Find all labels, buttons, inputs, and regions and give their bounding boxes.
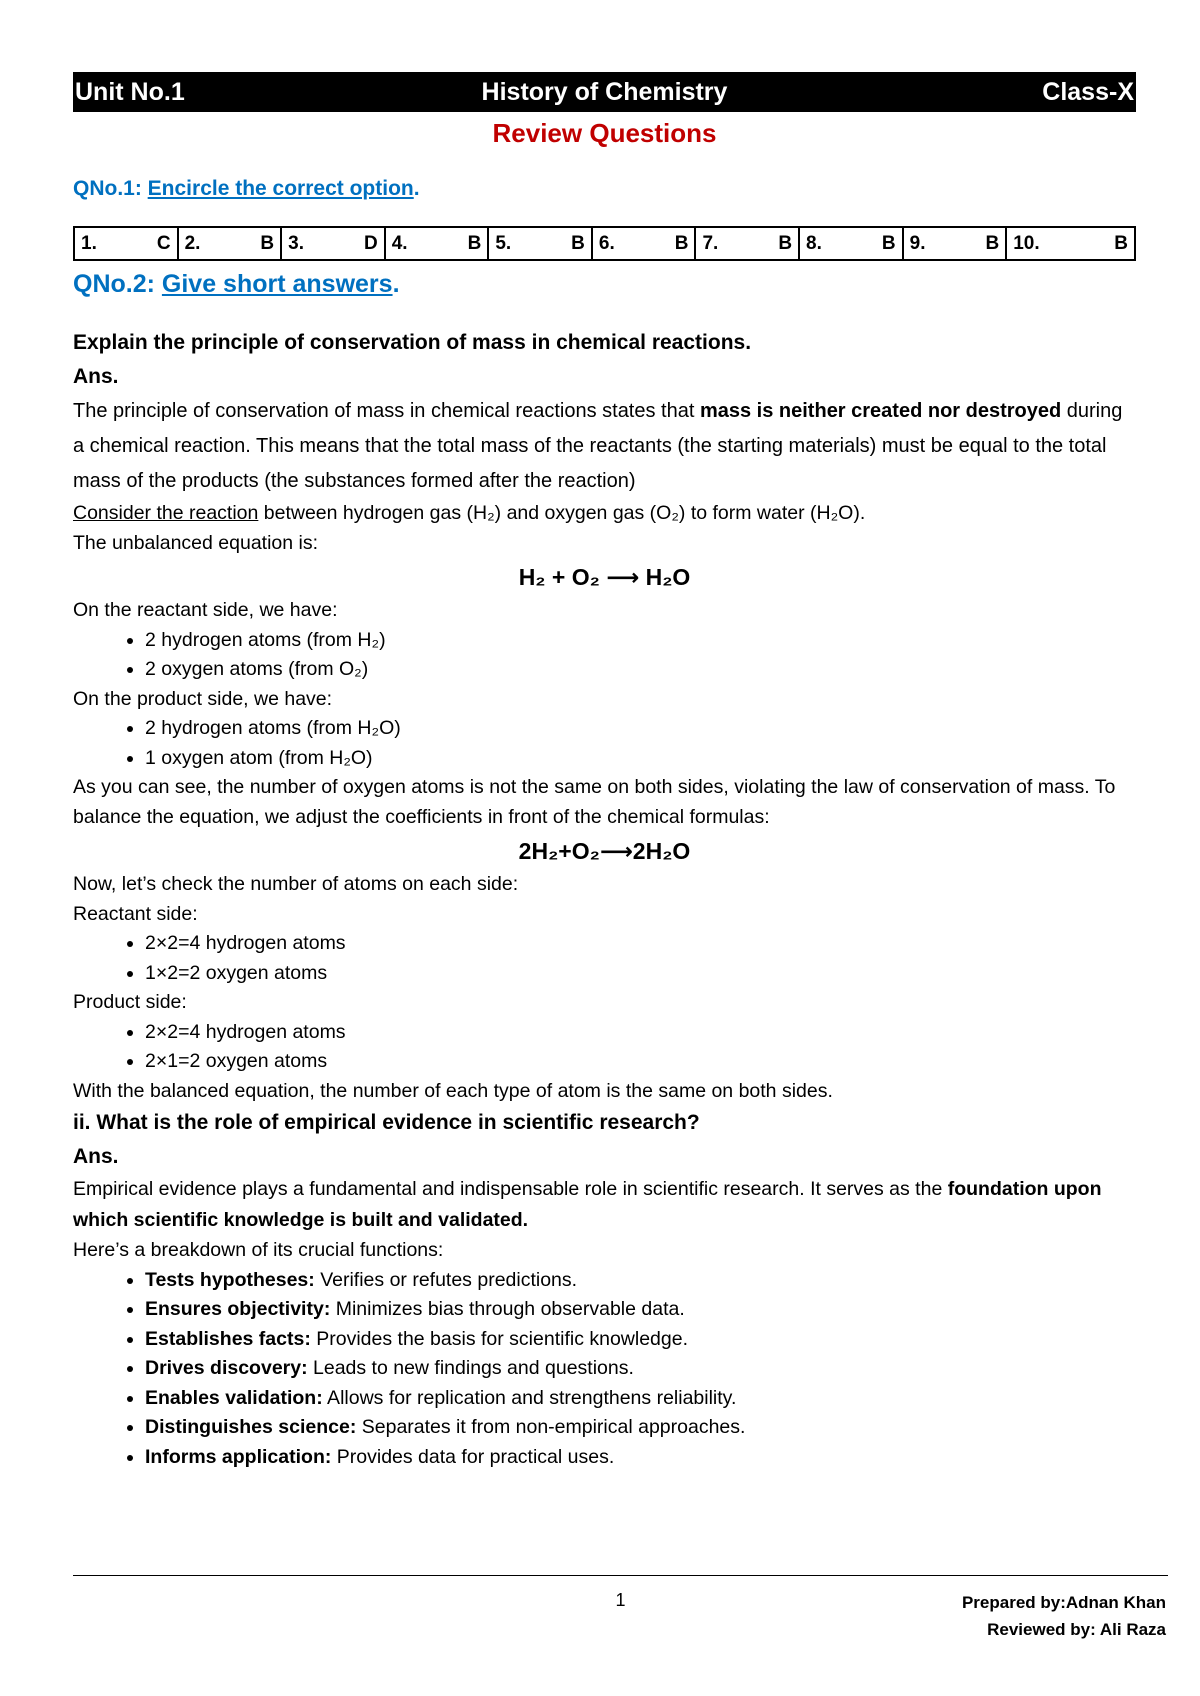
answer-number: 4. bbox=[391, 232, 408, 254]
item-term: Informs application: bbox=[145, 1445, 332, 1468]
answer-cell bbox=[178, 227, 282, 260]
answer-cell bbox=[385, 227, 489, 260]
equation-unbalanced: H₂ + O₂ ⟶ H₂O bbox=[518, 564, 691, 590]
chapter-title: History of Chemistry bbox=[481, 78, 728, 106]
product-calc-list bbox=[73, 1018, 1136, 1077]
item-term: Drives discovery: bbox=[145, 1357, 308, 1379]
answer-cell bbox=[903, 227, 1007, 260]
answer-number: 6. bbox=[598, 232, 615, 254]
ans-label: Ans. bbox=[73, 365, 119, 388]
answer-cell bbox=[592, 227, 696, 260]
answer-number: 1. bbox=[81, 232, 97, 254]
answer-key-table bbox=[73, 226, 1136, 261]
consider-underlined: Consider the reaction bbox=[73, 502, 259, 524]
item-desc: Minimizes bias through observable data. bbox=[330, 1298, 685, 1320]
ans-label: Ans. bbox=[73, 1145, 119, 1168]
equation-balanced: 2H₂+O₂⟶2H₂O bbox=[518, 838, 691, 864]
para-text: The principle of conservation of mass in chemical reactions states that bbox=[73, 400, 700, 422]
answer-cell bbox=[281, 227, 385, 260]
item-desc: Verifies or refutes predictions. bbox=[314, 1268, 578, 1291]
review-title: Review Questions bbox=[492, 118, 717, 148]
q1-suffix: . bbox=[413, 177, 420, 200]
as-you-see-paragraph: As you can see, the number of oxygen atoms is not the same on both sides, violating the law of conservation of mass. To balance the equation, we adjust the coefficients in front of the chemical formulas: bbox=[73, 776, 1116, 828]
answer-number: 10. bbox=[1013, 232, 1040, 254]
list-item bbox=[145, 1443, 1136, 1473]
answer-option: D bbox=[364, 232, 378, 254]
item-term: Enables validation: bbox=[145, 1386, 323, 1409]
list-item: • 2 oxygen atoms (from O₂) bbox=[145, 655, 1136, 685]
answer-cell bbox=[74, 227, 178, 260]
q2-text: Give short answers bbox=[161, 270, 393, 298]
unbalanced-label: The unbalanced equation is: bbox=[73, 531, 319, 554]
list-item bbox=[145, 1325, 1136, 1355]
reviewed-by: Reviewed by: Ali Raza bbox=[987, 1620, 1166, 1639]
paragraph-conservation bbox=[73, 394, 1136, 499]
q1-text: Encircle the correct option bbox=[147, 177, 414, 200]
footer-divider bbox=[73, 1575, 1168, 1576]
answer-number: 9. bbox=[909, 232, 926, 254]
footer-credits bbox=[962, 1589, 1166, 1643]
consider-text: between hydrogen gas (H₂) and oxygen gas (O₂) to form water (H₂O). bbox=[258, 502, 866, 524]
list-item: • 2×2=4 hydrogen atoms bbox=[145, 1018, 1136, 1048]
answer-number: 8. bbox=[806, 232, 822, 254]
page-number: 1 bbox=[615, 1590, 626, 1610]
answer-number: 3. bbox=[288, 232, 305, 254]
para-bold: mass is neither created nor destroyed bbox=[699, 400, 1062, 422]
conclusion-line: With the balanced equation, the number of each type of atom is the same on both sides. bbox=[73, 1079, 833, 1102]
reactant-intro: On the reactant side, we have: bbox=[73, 599, 338, 621]
answer-option: B bbox=[985, 232, 1000, 254]
paragraph-empirical bbox=[73, 1174, 1136, 1236]
list-item bbox=[145, 1413, 1136, 1443]
item-term: Tests hypotheses: bbox=[145, 1268, 315, 1291]
para-text: during a chemical reaction. This means that the total mass of the reactants (the starting materials) must be equal to the total mass of the products (the substances formed after the reaction) bbox=[73, 400, 1123, 492]
answer-option: C bbox=[156, 232, 171, 254]
q2-heading bbox=[73, 270, 400, 299]
question-ii: ii. What is the role of empirical evidence in scientific research? bbox=[73, 1111, 700, 1134]
item-desc: Leads to new findings and questions. bbox=[307, 1357, 634, 1379]
item-desc: Provides data for practical uses. bbox=[331, 1445, 615, 1468]
answer-cell bbox=[695, 227, 799, 260]
answer-option: B bbox=[260, 232, 275, 254]
q2-suffix: . bbox=[392, 270, 400, 298]
list-item bbox=[145, 1266, 1136, 1296]
product-list bbox=[73, 714, 1136, 773]
item-desc: Provides the basis for scientific knowledge. bbox=[310, 1327, 689, 1350]
question-i: Explain the principle of conservation of mass in chemical reactions. bbox=[73, 331, 752, 354]
unit-label: Unit No.1 bbox=[75, 78, 185, 106]
answer-number: 7. bbox=[702, 232, 719, 254]
answer-cell bbox=[1006, 227, 1135, 260]
answer-option: B bbox=[1114, 232, 1128, 254]
list-item: • 2 hydrogen atoms (from H₂) bbox=[145, 626, 1136, 656]
answer-option: B bbox=[467, 232, 482, 254]
list-item bbox=[145, 1384, 1136, 1414]
para-bold: foundation upon which scientific knowledge is built and validated. bbox=[73, 1178, 1102, 1231]
para-text: Empirical evidence plays a fundamental and indispensable role in scientific research. It serves as the bbox=[73, 1178, 948, 1200]
answer-number: 5. bbox=[495, 232, 512, 254]
reactant-list bbox=[73, 626, 1136, 685]
answer-option: B bbox=[674, 232, 689, 254]
item-desc: Separates it from non-empirical approaches. bbox=[356, 1416, 746, 1438]
list-item: • 2 hydrogen atoms (from H₂O) bbox=[145, 714, 1136, 744]
answer-row bbox=[74, 227, 1135, 260]
now-check-line: Now, let’s check the number of atoms on each side: bbox=[73, 873, 519, 895]
q1-prefix: QNo.1: bbox=[73, 177, 148, 200]
product-side-label: Product side: bbox=[73, 991, 187, 1013]
item-desc: Allows for replication and strengthens reliability. bbox=[322, 1386, 737, 1409]
answer-option: B bbox=[881, 232, 896, 254]
list-item: • 2×2=4 hydrogen atoms bbox=[145, 929, 1136, 959]
item-term: Establishes facts: bbox=[145, 1327, 311, 1350]
reactant-side-label: Reactant side: bbox=[73, 902, 198, 925]
answer-cell bbox=[799, 227, 903, 260]
item-term: Distinguishes science: bbox=[145, 1416, 357, 1438]
prepared-by: Prepared by:Adnan Khan bbox=[961, 1593, 1166, 1612]
list-item: • 1×2=2 oxygen atoms bbox=[145, 959, 1136, 989]
item-term: Ensures objectivity: bbox=[145, 1298, 331, 1320]
class-label: Class-X bbox=[1042, 78, 1134, 106]
answer-option: B bbox=[778, 232, 793, 254]
functions-list bbox=[73, 1266, 1136, 1473]
header-bar bbox=[73, 72, 1136, 112]
answer-cell bbox=[488, 227, 592, 260]
list-item bbox=[145, 1295, 1136, 1325]
breakdown-line: Here’s a breakdown of its crucial functions: bbox=[73, 1239, 444, 1261]
answer-option: B bbox=[571, 232, 585, 254]
consider-line bbox=[73, 499, 1136, 529]
q2-prefix: QNo.2: bbox=[73, 270, 162, 298]
answers-body bbox=[73, 326, 1136, 1472]
reactant-calc-list bbox=[73, 929, 1136, 988]
q1-heading bbox=[73, 177, 420, 201]
list-item: • 1 oxygen atom (from H₂O) bbox=[145, 744, 1136, 774]
list-item: • 2×1=2 oxygen atoms bbox=[145, 1047, 1136, 1077]
product-intro: On the product side, we have: bbox=[73, 687, 333, 710]
list-item bbox=[145, 1354, 1136, 1384]
answer-number: 2. bbox=[184, 232, 201, 254]
